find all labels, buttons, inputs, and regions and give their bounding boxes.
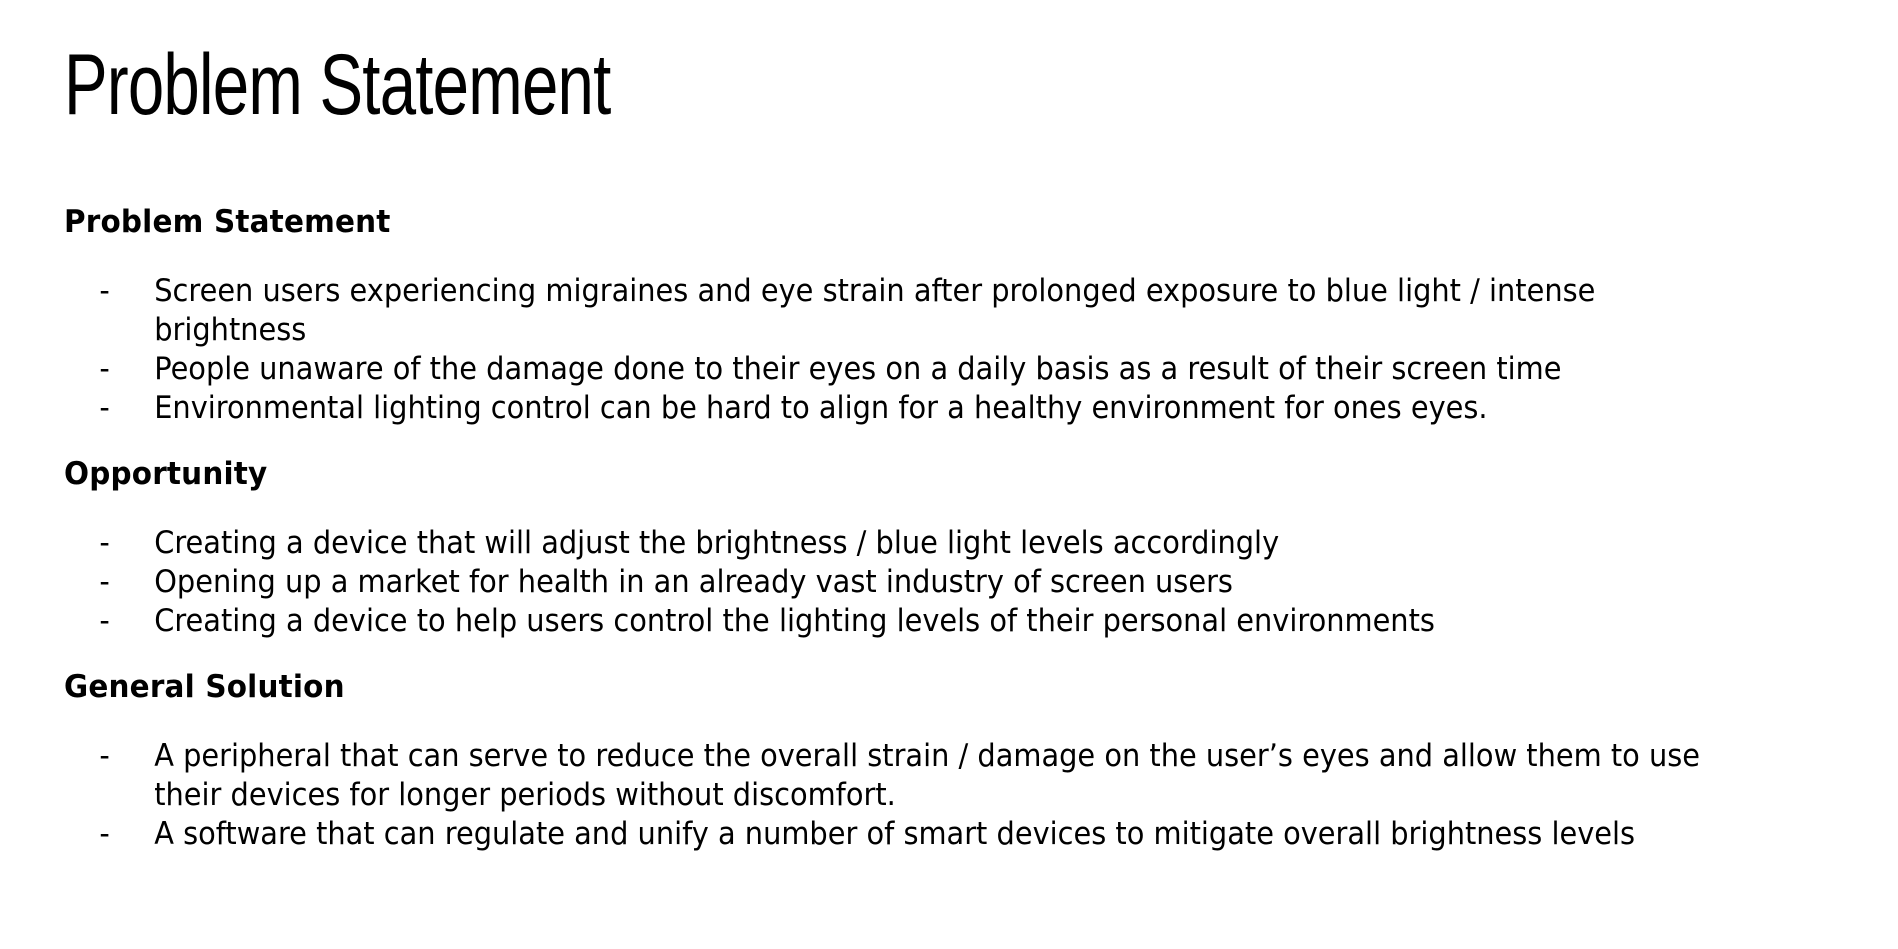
- list-item: [64, 602, 1721, 641]
- slide-content: [64, 202, 1844, 880]
- list-item: [64, 389, 1721, 428]
- section-problem-statement: [64, 202, 1844, 428]
- section-heading: General Solution: [64, 669, 345, 705]
- dash-bullet-icon: -: [99, 390, 110, 426]
- list-item: [64, 815, 1721, 854]
- dash-bullet-icon: -: [99, 603, 110, 639]
- bullet-list: [64, 524, 1844, 641]
- section-general-solution: [64, 667, 1844, 854]
- list-item: [64, 350, 1721, 389]
- bullet-list: [64, 272, 1844, 428]
- bullet-text: A peripheral that can serve to reduce the overall strain / damage on the user’s eyes and allow them to use their devices for longer periods without discomfort.: [154, 738, 1701, 813]
- bullet-list: [64, 737, 1844, 854]
- section-heading: Problem Statement: [64, 204, 391, 240]
- bullet-text: Creating a device that will adjust the brightness / blue light levels accordingly: [154, 525, 1280, 561]
- dash-bullet-icon: -: [99, 816, 110, 852]
- bullet-text: Opening up a market for health in an already vast industry of screen users: [154, 564, 1233, 600]
- list-item: [64, 524, 1721, 563]
- bullet-text: A software that can regulate and unify a number of smart devices to mitigate overall brightness levels: [154, 816, 1636, 852]
- bullet-text: Environmental lighting control can be hard to align for a healthy environment for ones eyes.: [154, 390, 1488, 426]
- section-heading: Opportunity: [64, 456, 268, 492]
- bullet-text: Screen users experiencing migraines and eye strain after prolonged exposure to blue light / intense brightness: [154, 273, 1596, 348]
- dash-bullet-icon: -: [99, 351, 110, 387]
- list-item: [64, 272, 1721, 350]
- list-item: [64, 563, 1721, 602]
- page-title: Problem Statement: [64, 37, 611, 133]
- section-opportunity: [64, 454, 1844, 641]
- dash-bullet-icon: -: [99, 273, 110, 309]
- list-item: [64, 737, 1721, 815]
- dash-bullet-icon: -: [99, 525, 110, 561]
- dash-bullet-icon: -: [99, 738, 110, 774]
- dash-bullet-icon: -: [99, 564, 110, 600]
- bullet-text: People unaware of the damage done to their eyes on a daily basis as a result of their screen time: [154, 351, 1562, 387]
- bullet-text: Creating a device to help users control the lighting levels of their personal environments: [154, 603, 1435, 639]
